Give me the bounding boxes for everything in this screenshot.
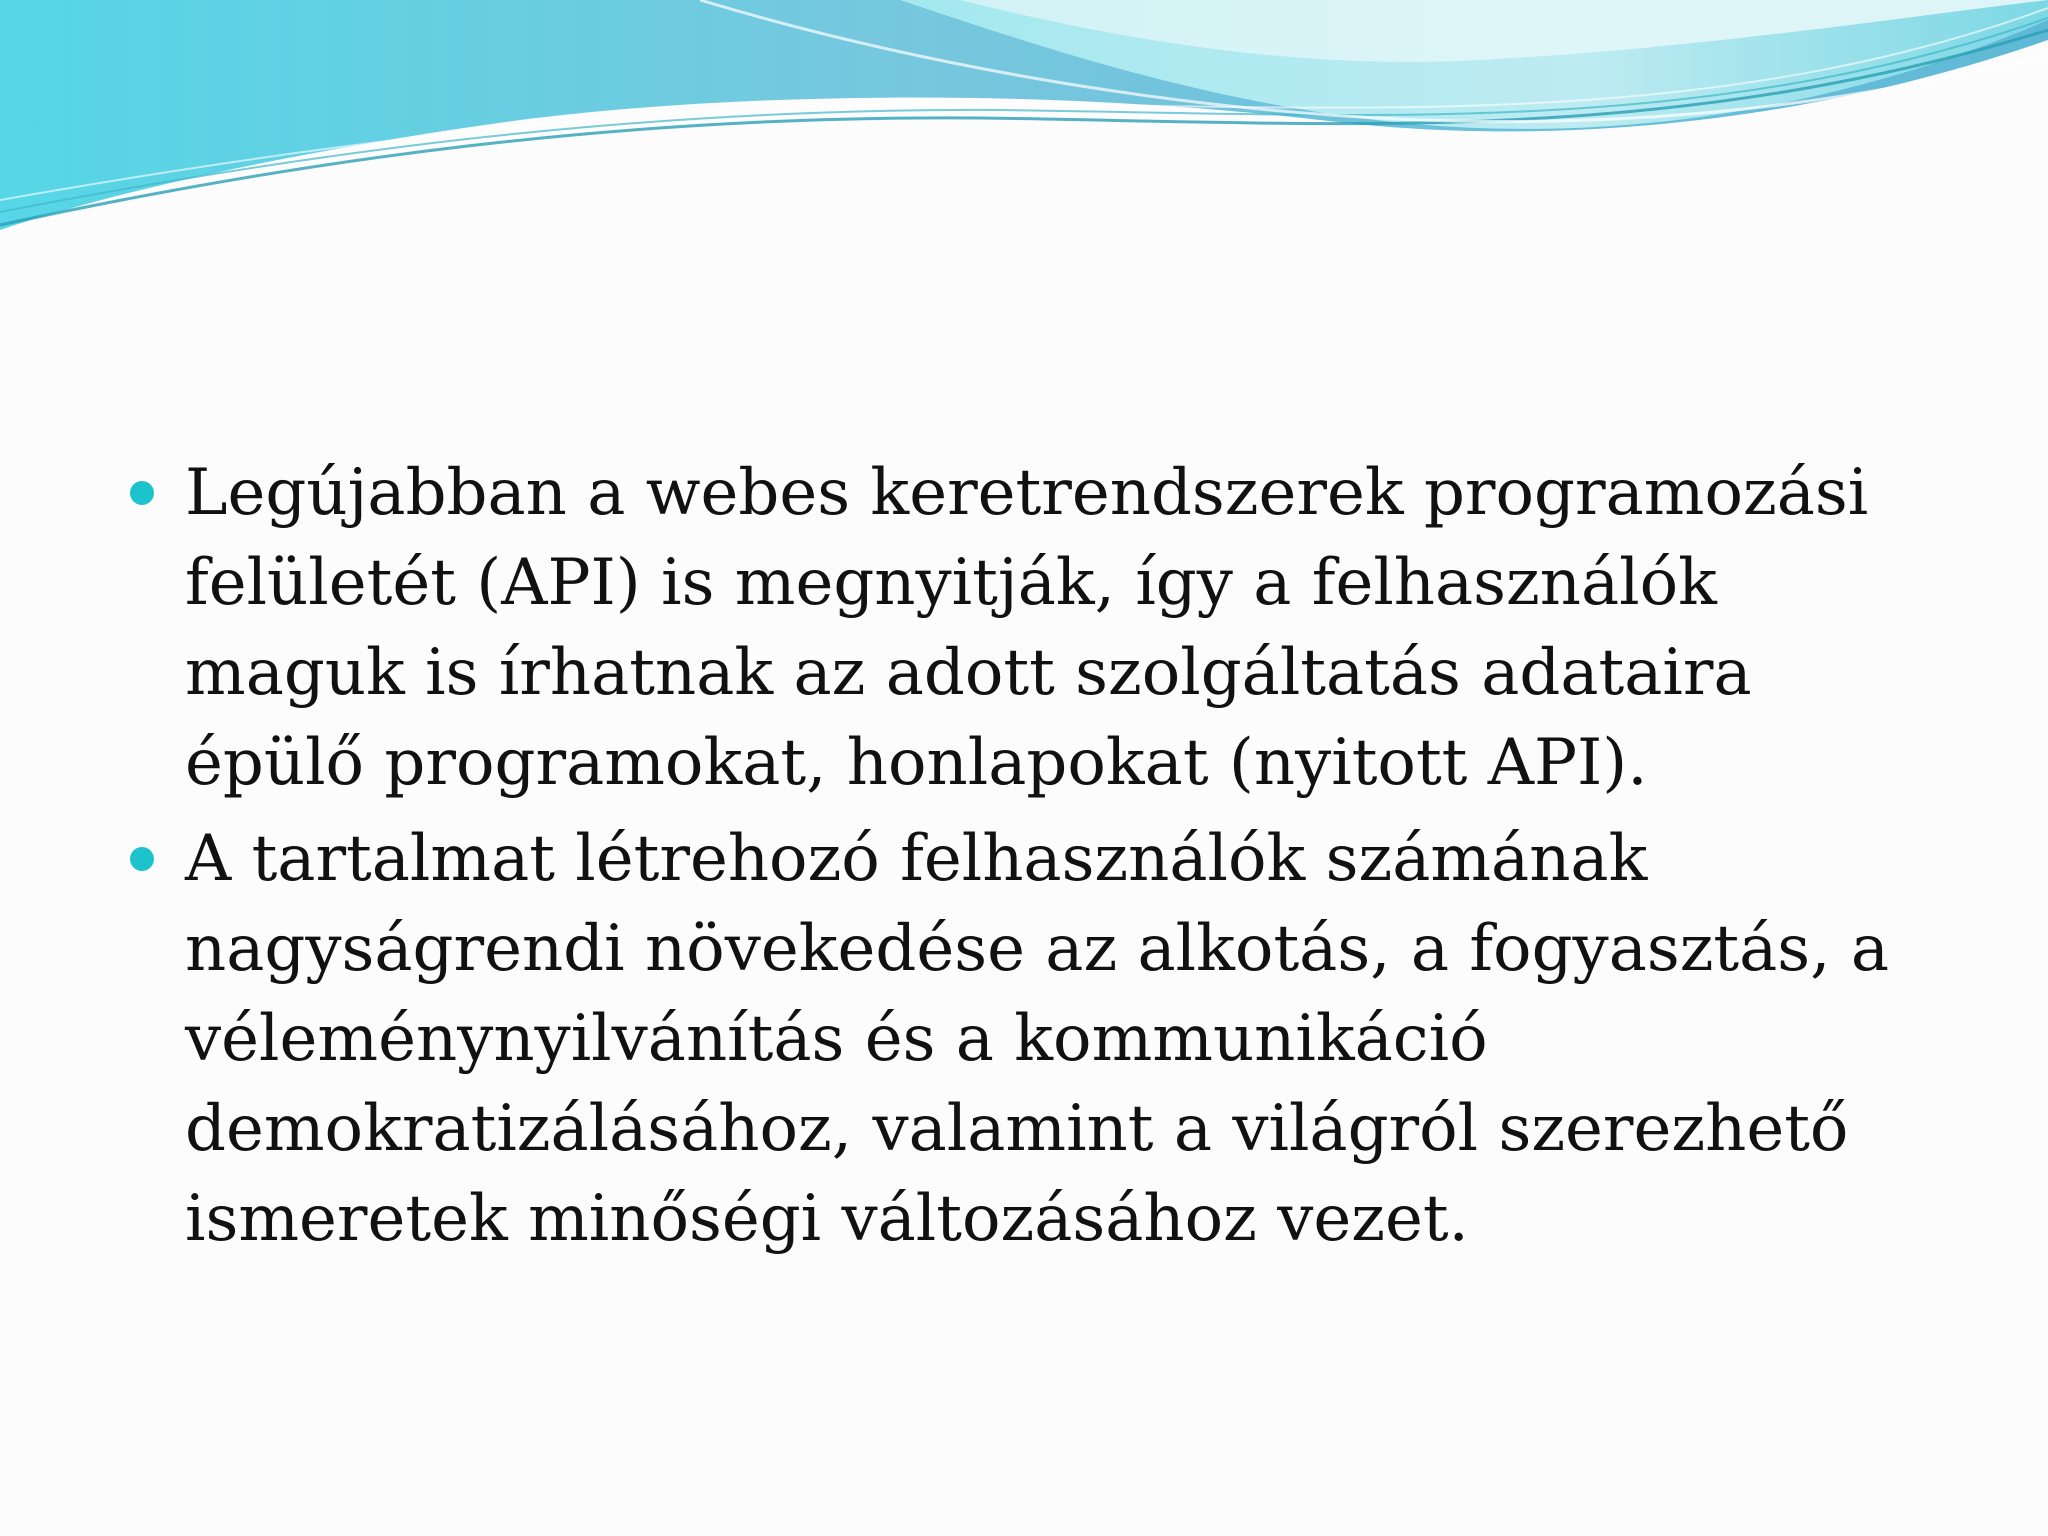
bullet-item	[130, 448, 1950, 808]
slide-content	[130, 448, 1950, 1270]
bullet-list	[130, 448, 1950, 1264]
bullet-item	[130, 814, 1950, 1264]
bullet-dot-icon	[130, 481, 154, 505]
wave-header-decoration	[0, 0, 2048, 240]
bullet-text: Legújabban a webes keretrendszerek programozási felületét (API) is megnyitják, így a felhasználók maguk is írhatnak az adott szolgáltatás adataira épülő programokat, honlapokat (nyitott API).	[185, 456, 1869, 800]
bullet-dot-icon	[130, 847, 154, 871]
bullet-text: A tartalmat létrehozó felhasználók számának nagyságrendi növekedése az alkotás, a fogyasztás, a véleménynyilvánítás és a kommunikáció demokratizálásához, valamint a világról szerezhető ismeretek minőségi változásához vezet.	[185, 822, 1889, 1256]
